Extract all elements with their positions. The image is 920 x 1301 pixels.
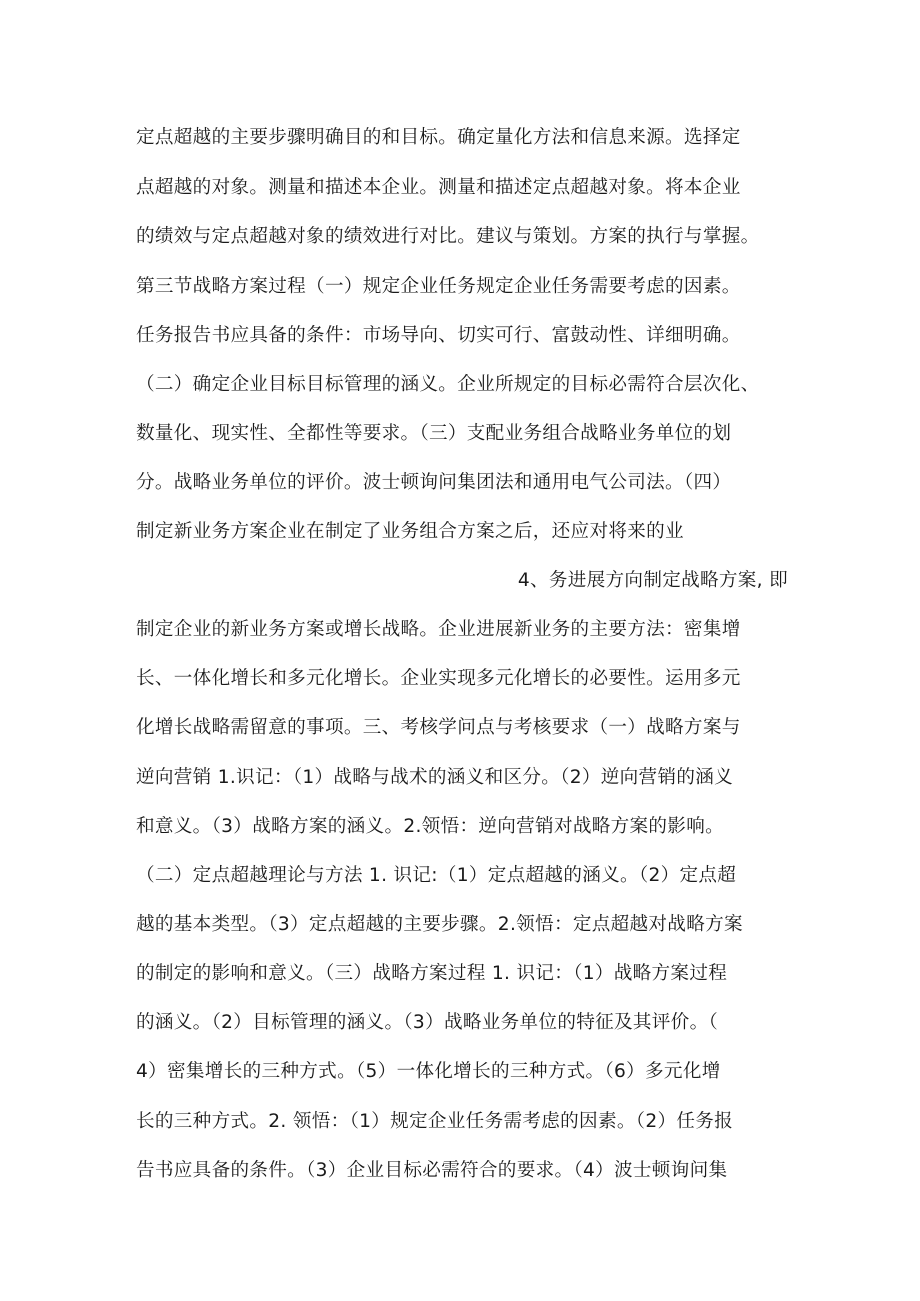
text-line-6: （二）确定企业目标目标管理的涵义。企业所规定的目标必需符合层次化、 [136,374,760,395]
text-line-22: 告书应具备的条件。（3）企业目标必需符合的要求。（4）波士顿询问集 [136,1160,728,1181]
text-line-18: 的制定的影响和意义。（三）战略方案过程 1. 识记：（1）战略方案过程 [136,963,728,984]
text-line-16: （二）定点超越理论与方法 1. 识记:（1）定点超越的涵义。（2）定点超 [136,865,737,886]
text-line-9: 制定新业务方案企业在制定了业务组合方案之后，还应对将来的业 [136,521,684,542]
text-line-10: 4、务进展方向制定战略方案, 即 [517,570,788,591]
text-line-13: 化增长战略需留意的事项。三、考核学问点与考核要求（一）战略方案与 [136,717,741,738]
text-line-4: 第三节战略方案过程（一）规定企业任务规定企业任务需要考虑的因素。 [136,276,741,297]
text-line-19: 的涵义。（2）目标管理的涵义。（3）战略业务单位的特征及其评价。（ [136,1012,719,1033]
text-line-17: 越的基本类型。（3）定点超越的主要步骤。2.领悟：定点超越对战略方案 [136,914,743,935]
text-line-15: 和意义。（3）战略方案的涵义。2.领悟：逆向营销对战略方案的影响。 [136,816,724,837]
text-line-1: 定点超越的主要步骤明确目的和目标。确定量化方法和信息来源。选择定 [136,127,741,148]
text-line-11: 制定企业的新业务方案或增长战略。企业进展新业务的主要方法：密集增 [136,619,741,640]
text-line-5: 任务报告书应具备的条件：市场导向、切实可行、富鼓动性、详细明确。 [136,325,741,346]
text-line-14: 逆向营销 1.识记：（1）战略与战术的涵义和区分。（2）逆向营销的涵义 [136,767,734,788]
text-line-20: 4）密集增长的三种方式。（5）一体化增长的三种方式。（6）多元化增 [136,1061,721,1082]
text-line-7: 数量化、现实性、全都性等要求。（三）支配业务组合战略业务单位的划 [136,423,732,444]
text-line-21: 长的三种方式。2. 领悟：（1）规定企业任务需考虑的因素。（2）任务报 [136,1111,734,1132]
text-line-12: 长、一体化增长和多元化增长。企业实现多元化增长的必要性。运用多元 [136,668,741,689]
text-line-2: 点超越的对象。测量和描述本企业。测量和描述定点超越对象。将本企业 [136,177,741,198]
text-line-8: 分。战略业务单位的评价。波士顿询问集团法和通用电气公司法。（四） [136,472,732,493]
text-line-3: 的绩效与定点超越对象的绩效进行对比。建议与策划。方案的执行与掌握。 [136,226,760,247]
